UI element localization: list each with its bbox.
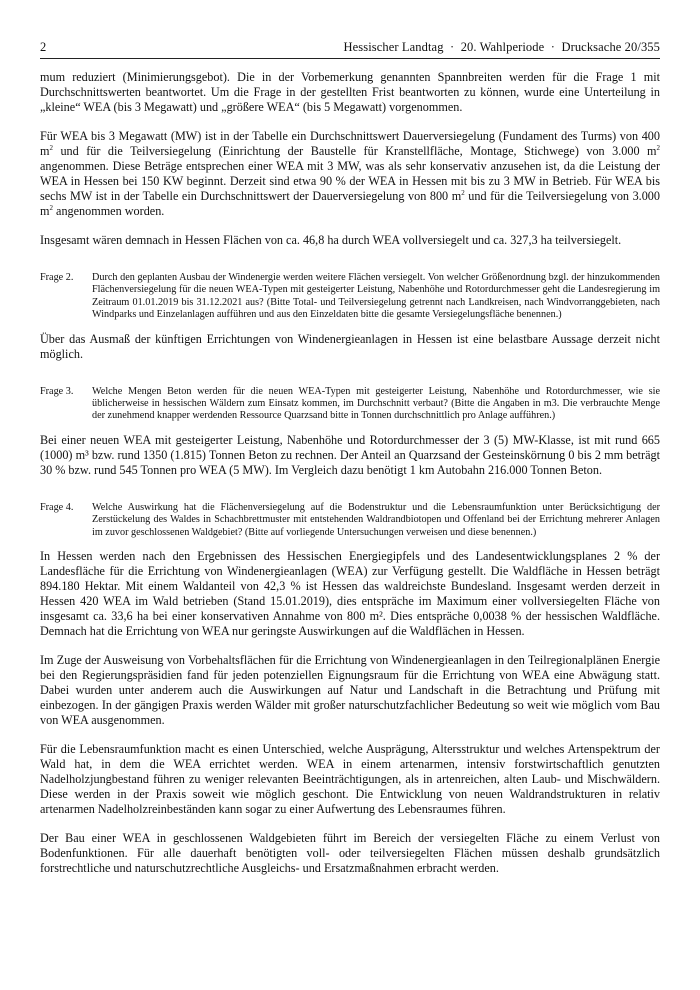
superscript: 2	[49, 203, 53, 212]
answer-4-part-1: In Hessen werden nach den Ergebnissen des Hessischen Energiegipfels und des Landesentwicklungsplanes 2 % der Landesfläche für die Errichtung von Windenergieanlagen (WEA) zur Verfügung gestellt. Die Waldfläche in Hessen beträgt 894.180 Hektar. Mit einem Waldanteil von 42,3 % ist Hessen das waldreichste Bundesland. Insgesamt werden derzeit in Hessen 420 WEA im Wald betrieben (Stand 15.01.2019), dies entspräche im Maximum einer vollversiegelten Fläche von insgesamt ca. 33,6 ha bei einer konservativen Annahme von 800 m². Dies entspräche 0,0038 % der hessischen Waldfläche. Demnach hat die Errichtung von WEA nur geringste Auswirkungen auf die Waldflächen in Hessen.	[40, 549, 660, 639]
question-text: Welche Mengen Beton werden für die neuen WEA-Typen mit gesteigerter Leistung, Nabenhöhe und Rotordurchmesser, wie sie üblicherweise in hessischen Wäldern zum Einsatz kommen, im Durchschnitt verbaut? (Bitte die Angaben in m3. Die verbrauchte Menge der zunehmend knapper werdenden Ressource Quarzsand bitte in Tonnen durchschnittlich pro Anlage aufführen.)	[92, 385, 660, 422]
answer-3: Bei einer neuen WEA mit gesteigerter Leistung, Nabenhöhe und Rotordurchmesser der 3 (5) MW-Klasse, ist mit rund 665 (1000) m³ bzw. rund 1350 (1.815) Tonnen Beton zu rechnen. Der Anteil an Quarzsand der Gesteinskörnung 0 bis 2 mm beträgt 30 % bzw. rund 545 Tonnen pro WEA (5 MW). Im Vergleich dazu benötigt 1 km Autobahn 216.000 Tonnen Beton.	[40, 432, 660, 477]
header-title: Hessischer Landtag · 20. Wahlperiode · Drucksache 20/355	[343, 40, 660, 54]
question-text: Durch den geplanten Ausbau der Windenergie werden weitere Flächen versiegelt. Von welcher Größenordnung bzgl. der hinzukommenden Flächenversiegelung für die neuen WEA-Typen mit gesteigerter Leistung, Nabenhöhe und Rotordurchmesser geht die Landesregierung im Zeitraum 01.01.2019 bis 31.12.2021 aus? (Bitte Total- und Teilversiegelung getrennt nach Landkreisen, nach Windvorranggebieten, nach Windparks und Einzelanlagen aufführen und aus den Einzeldaten bitte die gesamte Versiegelungsfläche benennen.)	[92, 272, 660, 321]
answer-2: Über das Ausmaß der künftigen Errichtungen von Windenergieanlagen in Hessen ist eine belastbare Aussage derzeit nicht möglich.	[40, 331, 660, 361]
question-label: Frage 4.	[40, 501, 74, 513]
superscript: 2	[656, 143, 660, 152]
paragraph-wea-values	[40, 129, 660, 219]
paragraph-total: Insgesamt wären demnach in Hessen Flächen von ca. 46,8 ha durch WEA vollversiegelt und ca. 327,3 ha teilversiegelt.	[40, 233, 622, 247]
question-label: Frage 2.	[40, 272, 74, 283]
superscript: 2	[461, 188, 465, 197]
question-4	[40, 502, 660, 539]
text-run: angenommen. Diese Beträge entsprechen einer WEA mit 3 MW, was als sehr konservativ anzusehen ist, da die Leistung der WEA in Hessen bei 150 KW beginnt. Derzeit sind etwa 90 % der WEA in Hessen mit bis zu 3 MW in Betrieb. Für WEA bis sechs MW ist in der Tabelle ein Durchschnittswert der Dauerversiegelung von 800 m	[40, 159, 660, 203]
question-text: Welche Auswirkung hat die Flächenversiegelung auf die Bodenstruktur und die Lebensraumfunktion unter Berücksichtigung der Zerstückelung des Waldes in Schachbrettmuster mit entstehenden Waldrandbiotopen und Offenland bei der Errichtung mehrerer Anlagen im zuvor geschlossenen Waldgebiet? (Bitte auf vorliegende Untersuchungen verweisen und diese benennen.)	[92, 501, 660, 538]
document-body	[40, 70, 660, 876]
page-header	[40, 40, 660, 59]
paragraph-intro: mum reduziert (Minimierungsgebot). Die in der Vorbemerkung genannten Spannbreiten werden für die Frage 1 mit Durchschnittswerten beantwortet. Um die Frage in der gestellten Frist beantworten zu können, wurde eine Unterteilung in „kleine“ WEA (bis 3 Megawatt) und „größere WEA“ (bis 5 Megawatt) vorgenommen.	[40, 70, 660, 114]
answer-4-part-3: Für die Lebensraumfunktion macht es einen Unterschied, welche Ausprägung, Altersstruktur und welches Artenspektrum der Wald hat, in dem die WEA errichtet werden. WEA in einem artenarmen, intensiv forstwirtschaftlich genutzten Nadelholzjungbestand führen zu weniger relevanten Beeinträchtigungen, als in artenreichen, alten Laub- und Mischwäldern. Diese werden in der Praxis soweit wie möglich geschont. Die Entwicklung von neuen Waldrandstrukturen in relativ artenarmen Nadelholzreinbeständen kann sogar zu einer Aufwertung des Lebensraumes führen.	[40, 742, 660, 817]
text-run: und für die Teilversiegelung (Einrichtung der Baustelle für Kranstellfläche, Montage, Stichwege) von 3.000 m	[52, 144, 657, 158]
page-number: 2	[40, 40, 47, 54]
answer-4-part-2: Im Zuge der Ausweisung von Vorbehaltsflächen für die Errichtung von Windenergieanlagen in den Teilregionalplänen Energie bei den Regierungspräsidien fand für jeden potenziellen Eignungsraum für die Errichtung von WEA eine Abwägung statt. Dabei wurden unter anderem auch die Auswirkungen auf Natur und Landschaft in die Betrachtung und Prüfung mit einbezogen. In der gängigen Praxis werden Wälder mit großer naturschutzfachlicher Bedeutung so weit wie möglich vom Bau von WEA ausgenommen.	[40, 653, 660, 728]
text-run: und für die Teilversiegelung von 3.000 m	[40, 189, 660, 218]
question-2	[40, 272, 660, 322]
document-page	[40, 40, 660, 890]
question-3	[40, 386, 660, 423]
answer-4-part-4: Der Bau einer WEA in geschlossenen Waldgebieten führt im Bereich der versiegelten Fläche zu einem Verlust von Bodenfunktionen. Für alle dauerhaft benötigten voll- oder teilversiegelten Flächen müssen deshalb grundsätzlich forstrechtliche und naturschutzrechtliche Ausgleichs- und Ersatzmaßnahmen erbracht werden.	[40, 831, 660, 876]
question-label: Frage 3.	[40, 385, 74, 397]
text-run: angenommen worden.	[52, 204, 165, 218]
superscript: 2	[49, 143, 53, 152]
text-run: Für WEA bis 3 Megawatt (MW) ist in der Tabelle ein Durchschnittswert Dauerversiegelung (Fundament des Turms) von 400 m	[40, 129, 660, 158]
